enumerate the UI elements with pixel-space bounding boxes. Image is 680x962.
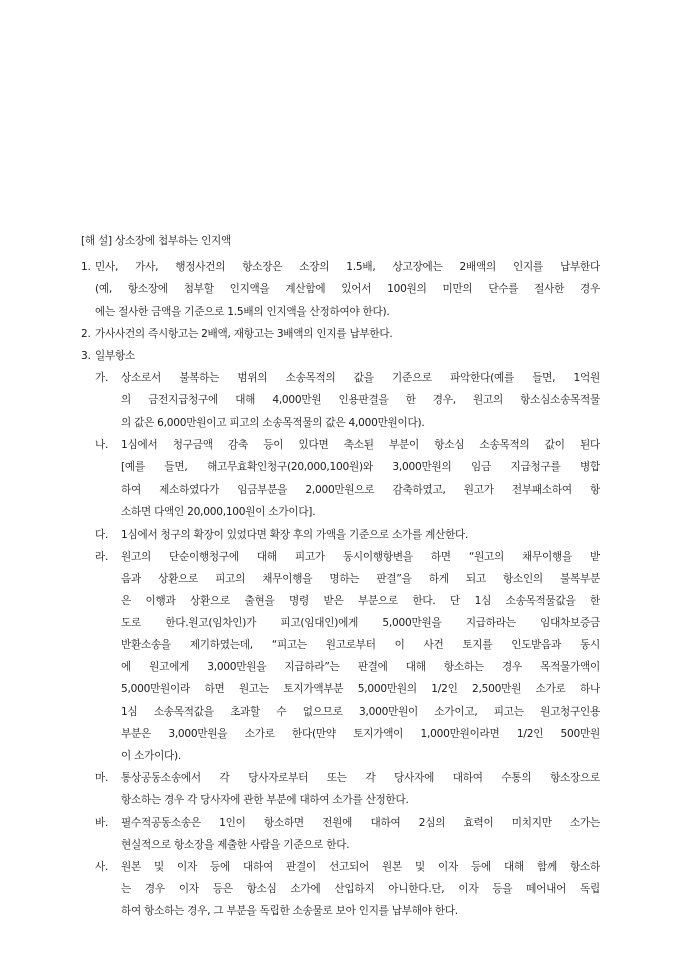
subitem-text-line: 는 경우 이자 등은 항소심 소가에 산입하지 아니한다.단, 이자 등을 떼어내어 독립 [121, 883, 600, 895]
subitem-text-line: 이 소가이다). [121, 750, 182, 762]
subitem-marker: 바. [95, 817, 109, 829]
subitem-text-line: 은 이행과 상환으로 출현을 명령 받은 부분으로 한다. 단 1심 소송목적물값을 한 [121, 595, 600, 607]
subitem-text-line: 1심에서 청구금액 감축 등이 있다면 축소된 부분이 항소심 소송목적의 값이 된다 [121, 439, 600, 451]
section-text-line: 가사사건의 즉시항고는 2배액, 재항고는 3배액의 인지를 납부한다. [95, 328, 393, 340]
subitem-text-line: 부분은 3,000만원을 소가로 한다(만약 토지가액이 1,000만원이라면 1/2인 500만원 [121, 728, 600, 740]
subitem-marker: 나. [95, 439, 109, 451]
subitem-text-line: 도로 한다.원고(임차인)가 피고(임대인)에게 5,000만원을 지급하라는 임대차보증금 [121, 617, 600, 629]
subitem-text-line: 필수적공동소송은 1인이 항소하면 전원에 대하여 2심의 효력이 미치지만 소가는 [121, 817, 600, 829]
section-marker: 2. [81, 328, 91, 340]
subitem-text-line: 원고의 단순이행청구에 대해 피고가 동시이행항변을 하면 “원고의 채무이행을 받 [121, 551, 600, 563]
subitem-marker: 다. [95, 529, 109, 541]
subitem-marker: 마. [95, 772, 109, 784]
subitem-text-line: 하여 항소하는 경우, 그 부분을 독립한 소송물로 보아 인지를 납부해야 한다. [121, 905, 458, 917]
subitem-text-line: 의 값은 6,000만원이고 피고의 소송목적물의 값은 4,000만원이다). [121, 417, 425, 429]
subitem-text-line: 소하면 다액인 20,000,100원이 소가이다]. [121, 506, 316, 518]
subitem-text-line: 현실적으로 항소장을 제출한 사람을 기준으로 한다. [121, 839, 350, 851]
subitem-marker: 가. [95, 372, 109, 384]
subitem-text-line: 1심에서 청구의 확장이 있었다면 확장 후의 가액을 기준으로 소가를 계산한다. [121, 529, 469, 541]
section-text-line: 일부항소 [95, 350, 135, 362]
subitem-text-line: 상소로서 불복하는 범위의 소송목적의 값을 기준으로 파악한다(예를 들면, 1억원 [121, 372, 600, 384]
subitem-text-line: 통상공동소송에서 각 당사자로부터 또는 각 당사자에 대하여 수통의 항소장으로 [121, 772, 600, 784]
section-marker: 3. [81, 350, 91, 362]
section-text-line: 민사, 가사, 행정사건의 항소장은 소장의 1.5배, 상고장에는 2배액의 인지를 납부한다 [95, 261, 600, 273]
subitem-text-line: 원본 및 이자 등에 대하여 판결이 선고되어 원본 및 이자 등에 대해 함께 항소하 [121, 861, 600, 873]
section-text-line: 에는 절사한 금액을 기준으로 1.5배의 인지액을 산정하여야 한다). [95, 306, 390, 318]
subitem-text-line: 1심 소송목적값을 초과할 수 없으므로 3,000만원이 소가이고, 피고는 원고청구인용 [121, 706, 600, 718]
section-marker: 1. [81, 261, 91, 273]
subitem-text-line: 5,000만원이라 하면 원고는 토지가액부분 5,000만원의 1/2인 2,500만원 소가로 하나 [121, 683, 600, 695]
subitem-marker: 라. [95, 551, 109, 563]
subitem-text-line: 음과 상환으로 피고의 채무이행을 명하는 판결”을 하게 되고 항소인의 불복부분 [121, 573, 600, 585]
subitem-text-line: [예를 들면, 해고무효확인청구(20,000,100원)와 3,000만원의 임금 지급청구를 병합 [121, 461, 600, 473]
subitem-text-line: 반환소송을 제기하였는데, “피고는 원고로부터 이 사건 토지를 인도받음과 동시 [121, 639, 600, 651]
subitem-text-line: 하여 제소하였다가 임금부분을 2,000만원으로 감축하였고, 원고가 전부패소하여 항 [121, 484, 600, 496]
subitem-marker: 사. [95, 861, 109, 873]
subitem-text-line: 의 금전지급청구에 대해 4,000만원 인용판결을 한 경우, 원고의 항소심소송목적물 [121, 394, 600, 406]
section-text-line: (예, 항소장에 첨부할 인지액을 계산함에 있어서 100원의 미만의 단수를 절사한 경우 [95, 283, 600, 295]
subitem-text-line: 항소하는 경우 각 당사자에 관한 부분에 대하여 소가를 산정한다. [121, 794, 409, 806]
page-heading: [해 설] 상소장에 첩부하는 인지액 [81, 235, 232, 247]
subitem-text-line: 에 원고에게 3,000만원을 지급하라”는 판결에 대해 항소하는 경우 목적물가액이 [121, 661, 600, 673]
